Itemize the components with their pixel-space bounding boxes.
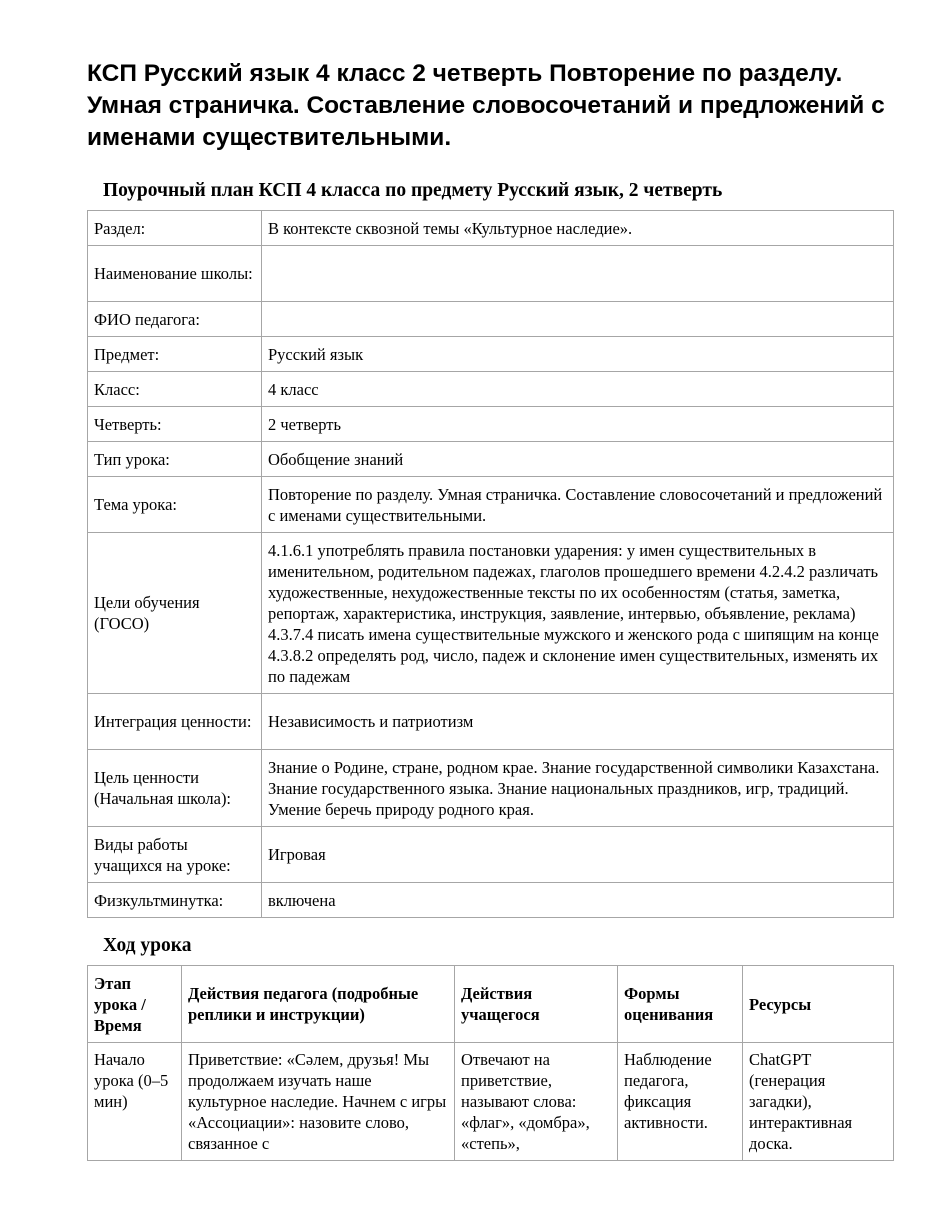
lesson-heading: Ход урока xyxy=(103,935,192,956)
info-row-exercise-break xyxy=(88,883,894,918)
info-row-lesson-type xyxy=(88,442,894,477)
lesson-cell-teacher-actions: Приветствие: «Сәлем, друзья! Мы продолжаем изучать наше культурное наследие. Начнем с игры «Ассоциации»: назовите слово, связанное с xyxy=(182,1043,455,1161)
info-label: Наименование школы: xyxy=(88,246,262,302)
page-bottom-margin xyxy=(0,1161,935,1210)
info-value: Знание о Родине, стране, родном крае. Знание государственной символики Казахстана. Знание государственного языка. Знание национальных праздников, игр, традиций. Умение беречь природу родного края. xyxy=(262,750,894,827)
lesson-flow-table xyxy=(87,965,894,1161)
info-value: Независимость и патриотизм xyxy=(262,694,894,750)
lesson-info-table xyxy=(87,210,894,918)
info-row-value-integration xyxy=(88,694,894,750)
info-row-topic xyxy=(88,477,894,533)
info-value: Игровая xyxy=(262,827,894,883)
lesson-cell-student-actions: Отвечают на приветствие, называют слова: «флаг», «домбра», «степь», xyxy=(455,1043,618,1161)
info-label: Интеграция ценности: xyxy=(88,694,262,750)
info-row-grade xyxy=(88,372,894,407)
info-label: Предмет: xyxy=(88,337,262,372)
info-row-work-types xyxy=(88,827,894,883)
info-label: Класс: xyxy=(88,372,262,407)
info-value: Повторение по разделу. Умная страничка. Составление словосочетаний и предложений с именами существительными. xyxy=(262,477,894,533)
info-row-goals xyxy=(88,533,894,694)
info-value: В контексте сквозной темы «Культурное наследие». xyxy=(262,211,894,246)
info-label: Цели обучения (ГОСО) xyxy=(88,533,262,694)
table-row xyxy=(88,1043,894,1161)
info-label: ФИО педагога: xyxy=(88,302,262,337)
column-header-student-actions: Действия учащегося xyxy=(455,966,618,1043)
info-row-value-goal xyxy=(88,750,894,827)
info-value: 4.1.6.1 употреблять правила постановки ударения: у имен существительных в именительном, родительном падежах, глаголов прошедшего времени 4.2.4.2 различать художественные, нехудожественные тексты по их особенностям (статья, заметка, репортаж, характеристика, инструкция, заявление, интервью, объявление, реклама) 4.3.7.4 писать имена существительные мужского и женского рода с шипящим на конце 4.3.8.2 определять род, число, падеж и склонение имен существительных, изменять их по падежам xyxy=(262,533,894,694)
lesson-cell-stage: Начало урока (0–5 мин) xyxy=(88,1043,182,1161)
info-label: Цель ценности (Начальная школа): xyxy=(88,750,262,827)
lesson-header-row xyxy=(88,966,894,1043)
info-label: Тип урока: xyxy=(88,442,262,477)
plan-heading: Поурочный план КСП 4 класса по предмету Русский язык, 2 четверть xyxy=(103,180,723,201)
column-header-assessment: Формы оценивания xyxy=(618,966,743,1043)
info-value xyxy=(262,302,894,337)
column-header-teacher-actions: Действия педагога (подробные реплики и инструкции) xyxy=(182,966,455,1043)
lesson-cell-resources: ChatGPT (генерация загадки), интерактивная доска. xyxy=(743,1043,894,1161)
info-row-teacher xyxy=(88,302,894,337)
info-label: Тема урока: xyxy=(88,477,262,533)
info-row-quarter xyxy=(88,407,894,442)
info-value: Обобщение знаний xyxy=(262,442,894,477)
info-row-school xyxy=(88,246,894,302)
column-header-stage: Этап урока / Время xyxy=(88,966,182,1043)
info-value: 4 класс xyxy=(262,372,894,407)
info-label: Виды работы учащихся на уроке: xyxy=(88,827,262,883)
info-label: Раздел: xyxy=(88,211,262,246)
document-title: КСП Русский язык 4 класс 2 четверть Повторение по разделу. Умная страничка. Составление словосочетаний и предложений с именами существительными. xyxy=(87,60,885,151)
info-label: Физкультминутка: xyxy=(88,883,262,918)
info-row-section xyxy=(88,211,894,246)
info-value: Русский язык xyxy=(262,337,894,372)
column-header-resources: Ресурсы xyxy=(743,966,894,1043)
info-value: 2 четверть xyxy=(262,407,894,442)
lesson-cell-assessment: Наблюдение педагога, фиксация активности. xyxy=(618,1043,743,1161)
info-label: Четверть: xyxy=(88,407,262,442)
info-value xyxy=(262,246,894,302)
info-row-subject xyxy=(88,337,894,372)
info-value: включена xyxy=(262,883,894,918)
